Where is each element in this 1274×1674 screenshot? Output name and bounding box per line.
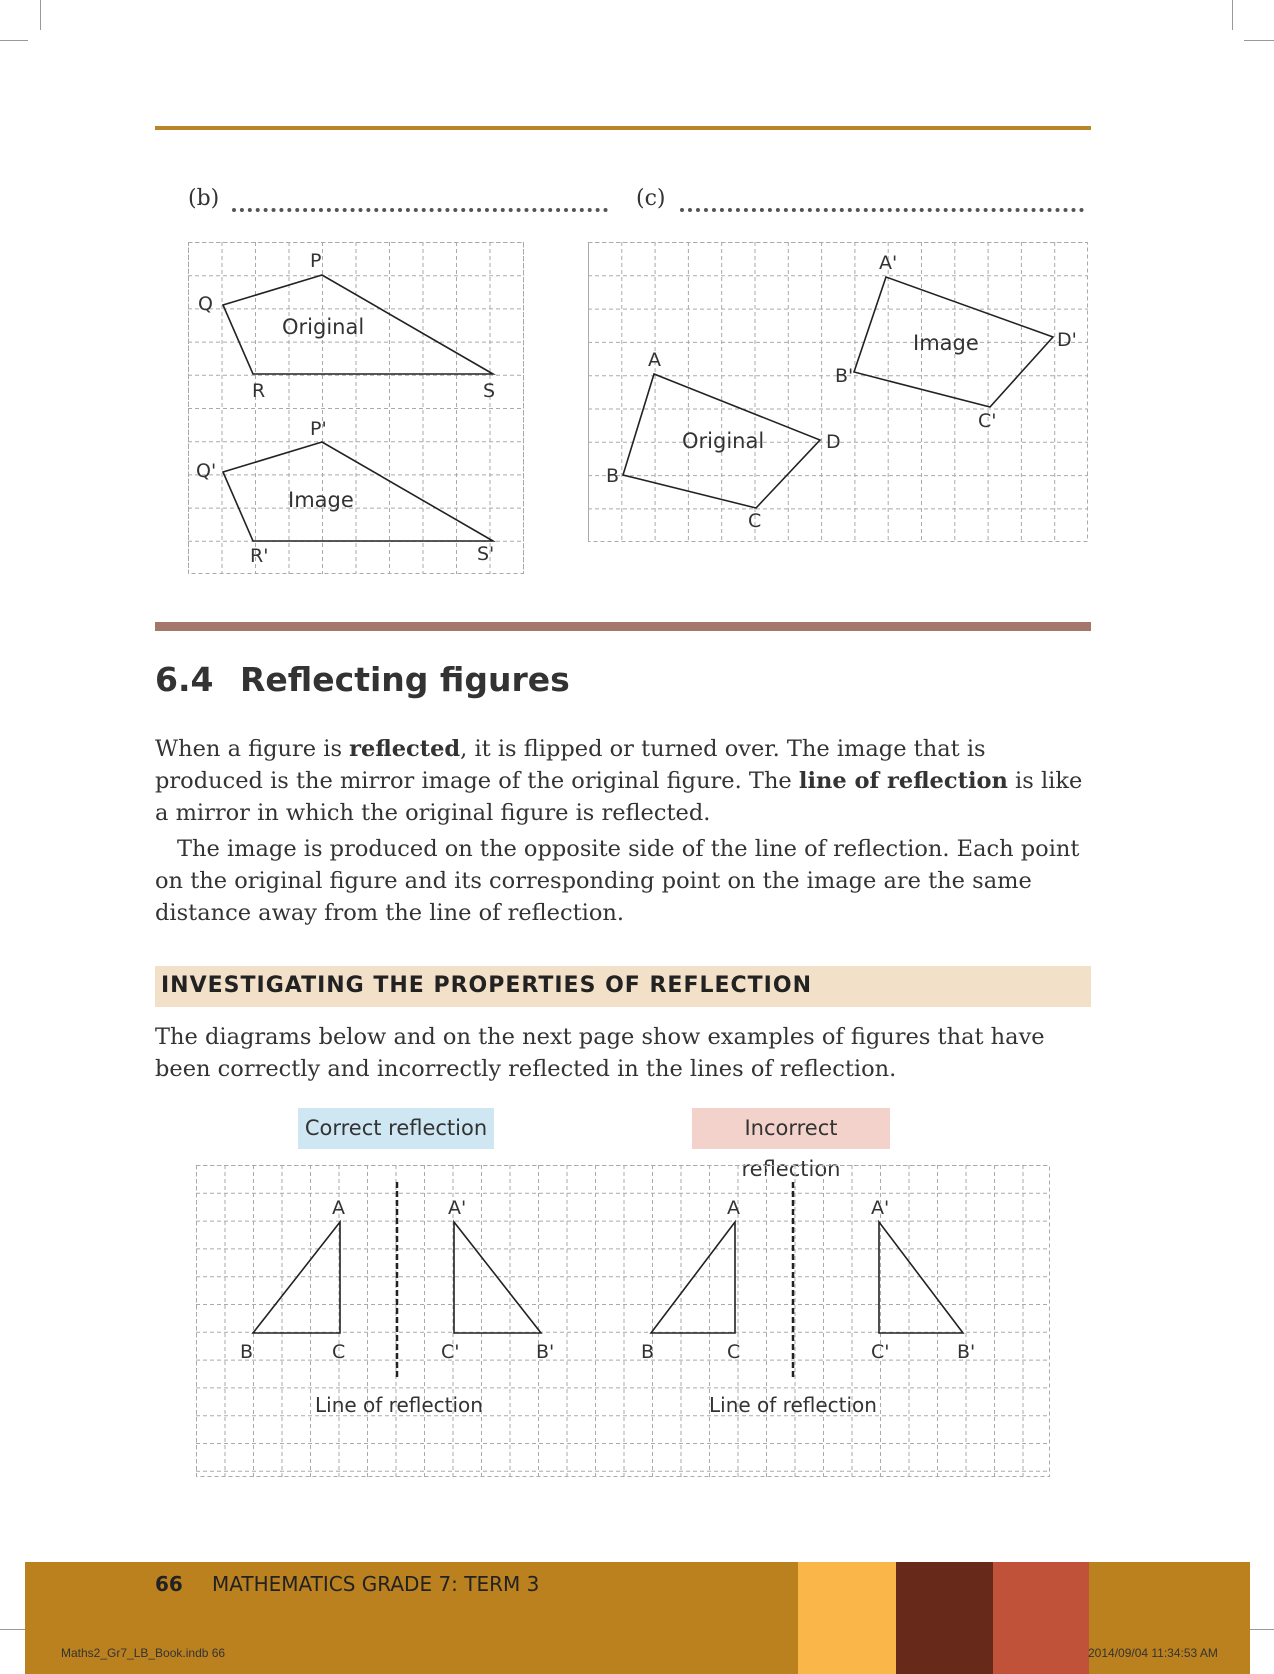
line-of-reflection-label: Line of reflection xyxy=(709,1393,877,1417)
diagram-b xyxy=(188,242,524,574)
image-label: Image xyxy=(913,331,979,355)
paragraph-2: The image is produced on the opposite side of the line of reflection. Each point on the original figure and its corresponding point on the image are the same distance away from the line of reflection. xyxy=(155,836,1080,926)
triangle-abc-incorrect xyxy=(651,1222,735,1333)
vertex-label: S' xyxy=(477,543,495,565)
vertex-label: P xyxy=(310,250,322,272)
footer-swatch-brown xyxy=(896,1562,993,1674)
vertex-label: A' xyxy=(879,252,898,274)
imprint-date: 2014/09/04 11:34:53 AM xyxy=(1088,1646,1218,1660)
crop-mark xyxy=(1232,0,1233,30)
vertex-label: C' xyxy=(978,410,997,432)
vertex-label: Q xyxy=(198,293,213,315)
vertex-label: Q' xyxy=(196,460,217,482)
diagram-c xyxy=(588,242,1088,542)
reflection-diagram xyxy=(196,1165,1050,1477)
imprint-file: Maths2_Gr7_LB_Book.indb 66 xyxy=(61,1646,226,1660)
vertex-label: A' xyxy=(871,1197,890,1219)
reflection-grid xyxy=(196,1165,1050,1477)
triangle-abc-image-correct xyxy=(454,1222,541,1333)
original-label: Original xyxy=(282,315,365,339)
vertex-label: B xyxy=(240,1341,254,1363)
vertex-label: A xyxy=(648,349,661,371)
crop-mark xyxy=(1244,40,1274,41)
answer-line-b[interactable] xyxy=(232,208,608,212)
triangle-abc-image-incorrect xyxy=(879,1222,963,1333)
footer-title: MATHEMATICS GRADE 7: TERM 3 xyxy=(212,1572,540,1596)
vertex-label: D xyxy=(826,431,841,453)
question-c-label: (c) xyxy=(636,186,666,211)
footer-swatch-yellow xyxy=(798,1562,896,1674)
vertex-label: C' xyxy=(871,1341,890,1363)
line-of-reflection-label: Line of reflection xyxy=(315,1393,483,1417)
section-number: 6.4 xyxy=(155,660,214,699)
crop-mark xyxy=(0,1629,28,1630)
section-rule xyxy=(155,622,1091,631)
answer-line-c[interactable] xyxy=(680,208,1084,212)
investigation-intro: The diagrams below and on the next page show examples of figures that have been correctly and incorrectly reflected in the lines of reflection. xyxy=(155,1024,1045,1082)
page-number: 66 xyxy=(155,1572,183,1596)
vertex-label: B' xyxy=(835,365,854,387)
footer-swatch-red xyxy=(993,1562,1089,1674)
vertex-label: B' xyxy=(957,1341,976,1363)
grid-border xyxy=(197,1166,1050,1477)
vertex-label: A xyxy=(332,1197,345,1219)
vertex-label: C xyxy=(748,510,762,532)
image-label: Image xyxy=(288,488,354,512)
triangle-abc-correct xyxy=(253,1222,340,1333)
paragraph-1: When a figure is reflected, it is flipped or turned over. The image that is produced is the mirror image of the original figure. The line of reflection is like a mirror in which the original figure is reflected. xyxy=(155,736,1083,826)
vertex-label: S xyxy=(483,380,496,402)
vertex-label: B xyxy=(641,1341,655,1363)
vertex-label: B xyxy=(606,465,620,487)
vertex-label: A' xyxy=(448,1197,467,1219)
diagram-c-grid xyxy=(588,242,1088,542)
quad-pqrs-image xyxy=(223,442,493,541)
top-rule xyxy=(155,126,1091,130)
investigation-heading: INVESTIGATING THE PROPERTIES OF REFLECTION xyxy=(161,973,812,998)
section-title: Reflecting figures xyxy=(240,660,570,699)
crop-mark xyxy=(0,40,28,41)
investigation-banner xyxy=(155,966,1091,1007)
vertex-label: C xyxy=(332,1341,346,1363)
diagram-b-grid xyxy=(188,242,524,574)
vertex-label: P' xyxy=(310,418,327,440)
grid-border xyxy=(589,243,1088,542)
vertex-label: A xyxy=(727,1197,740,1219)
vertex-label: R' xyxy=(250,545,269,567)
original-label: Original xyxy=(682,429,765,453)
vertex-label: D' xyxy=(1057,329,1077,351)
correct-reflection-tag: Correct reflection xyxy=(298,1108,494,1149)
question-b-label: (b) xyxy=(188,186,220,211)
vertex-label: C xyxy=(727,1341,741,1363)
vertex-label: R xyxy=(252,380,266,402)
vertex-label: C' xyxy=(441,1341,460,1363)
vertex-label: B' xyxy=(536,1341,555,1363)
crop-mark xyxy=(40,0,41,30)
incorrect-reflection-tag: Incorrect reflection xyxy=(692,1108,890,1149)
